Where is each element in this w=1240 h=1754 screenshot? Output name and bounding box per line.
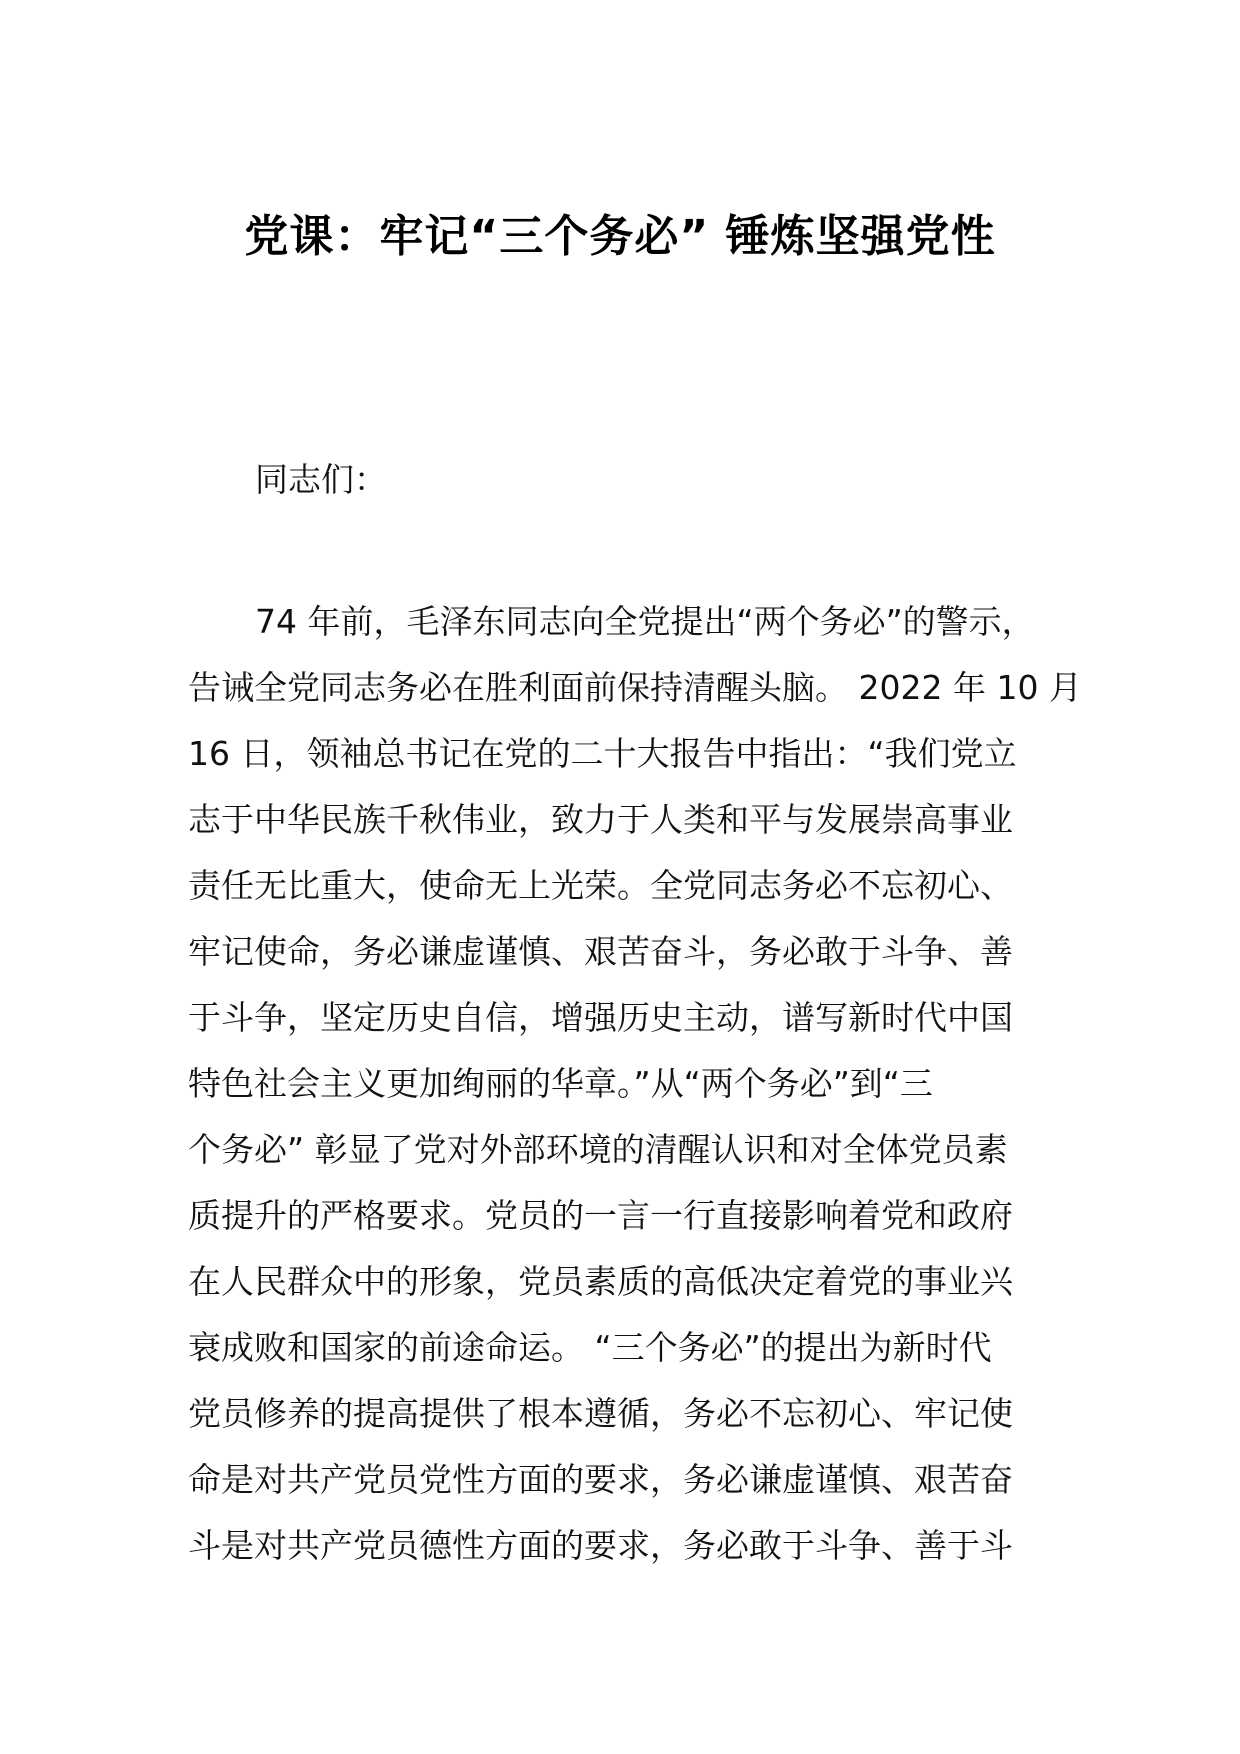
body-line: 斗是对共产党员德性方面的要求，务必敢于斗争、善于斗 — [188, 1526, 1013, 1565]
body-line: 衰成败和国家的前途命运。 “三个务必”的提出为新时代 — [188, 1328, 992, 1367]
body-line: 16 日，领袖总书记在党的二十大报告中指出：“我们党立 — [188, 734, 1017, 773]
body-line: 于斗争，坚定历史自信，增强历史主动，谱写新时代中国 — [188, 998, 1013, 1037]
body-line: 74 年前，毛泽东同志向全党提出“两个务必”的警示， — [255, 602, 1035, 641]
body-line: 党员修养的提高提供了根本遵循，务必不忘初心、牢记使 — [188, 1394, 1013, 1433]
document-title: 党课：牢记“三个务必” 锤炼坚强党性 — [244, 211, 996, 262]
body-line: 责任无比重大，使命无上光荣。全党同志务必不忘初心、 — [188, 866, 1013, 905]
body-line: 牢记使命，务必谦虚谨慎、艰苦奋斗，务必敢于斗争、善 — [188, 932, 1013, 971]
body-line: 告诫全党同志务必在胜利面前保持清醒头脑。 2022 年 10 月 — [188, 668, 1082, 707]
body-line: 质提升的严格要求。党员的一言一行直接影响着党和政府 — [188, 1196, 1013, 1235]
body-line: 志于中华民族千秋伟业，致力于人类和平与发展崇高事业 — [188, 800, 1013, 839]
body-line: 在人民群众中的形象，党员素质的高低决定着党的事业兴 — [188, 1262, 1013, 1301]
body-line: 命是对共产党员党性方面的要求，务必谦虚谨慎、艰苦奋 — [188, 1460, 1013, 1499]
salutation: 同志们： — [255, 460, 387, 499]
body-line: 个务必” 彰显了党对外部环境的清醒认识和对全体党员素 — [188, 1130, 1008, 1169]
body-line: 特色社会主义更加绚丽的华章。”从“两个务必”到“三 — [188, 1064, 933, 1103]
